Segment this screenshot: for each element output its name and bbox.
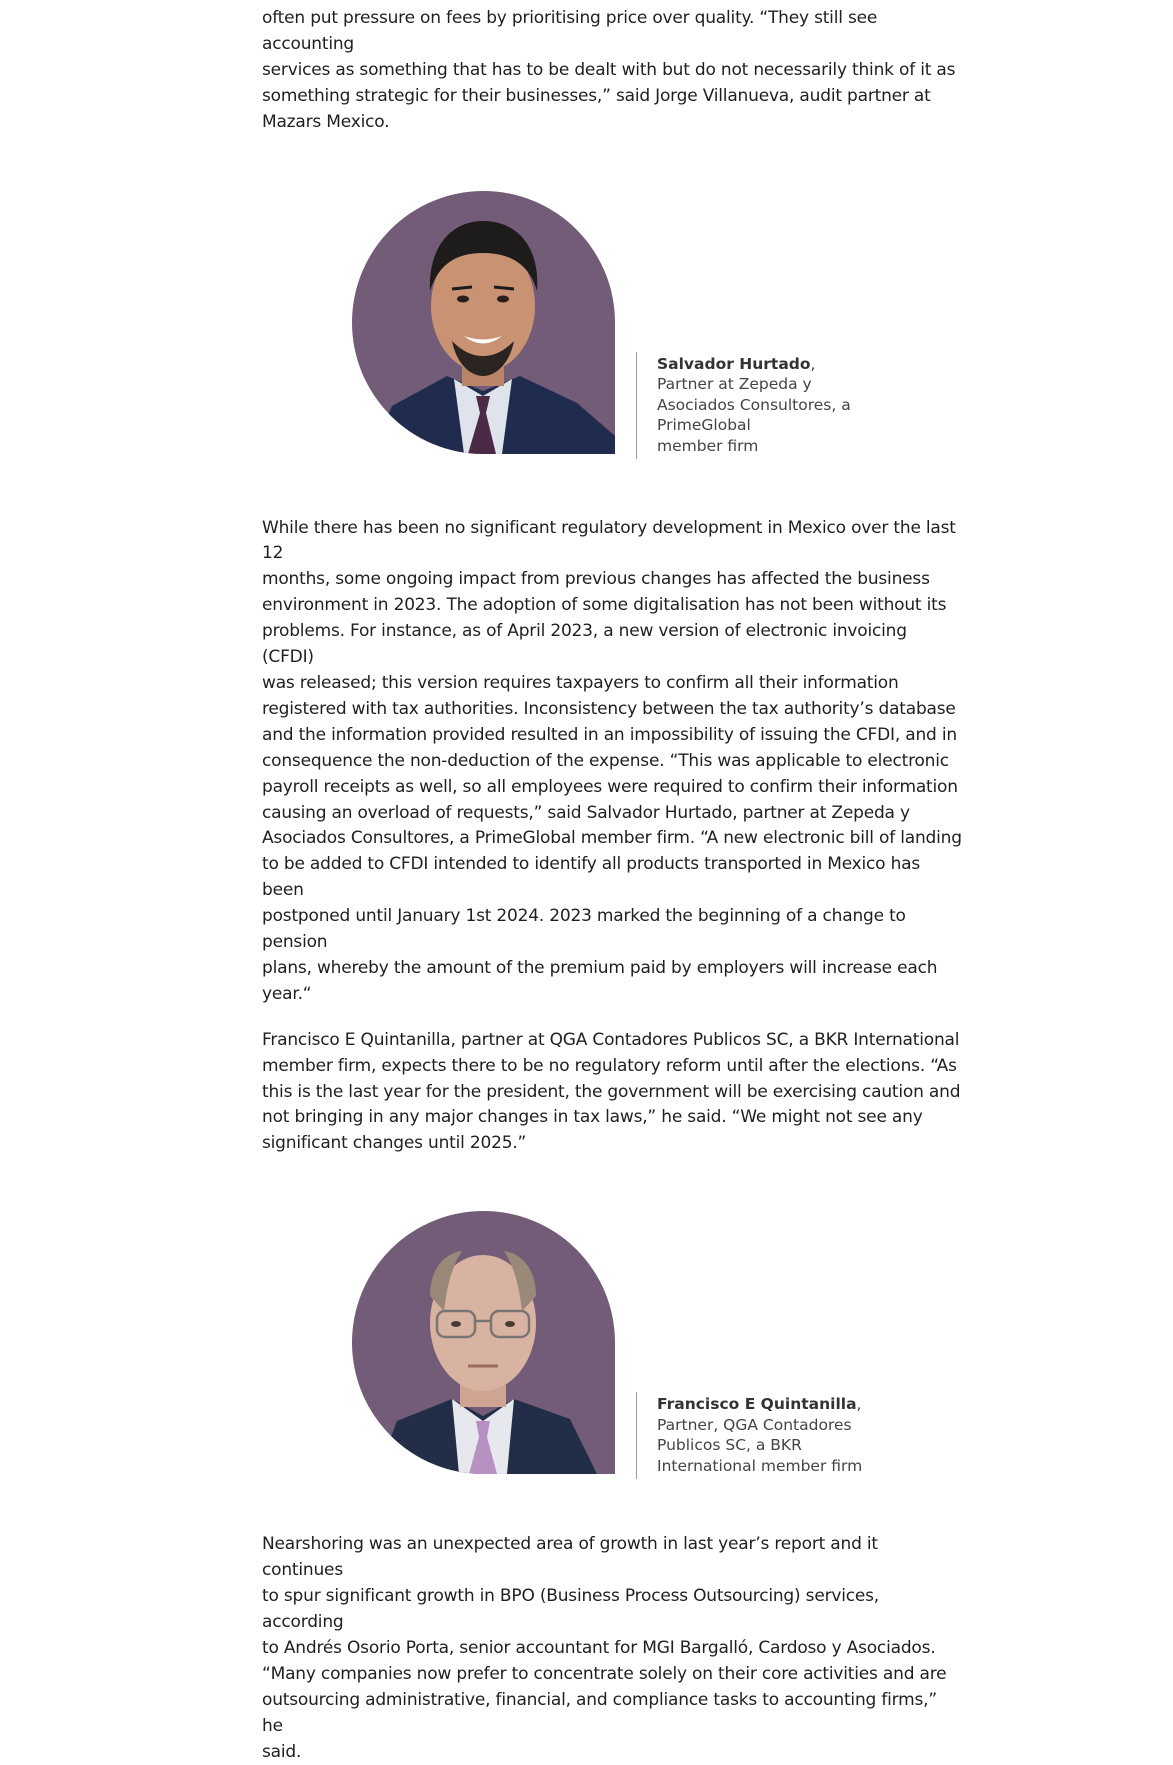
text-line: Mazars Mexico.: [262, 111, 390, 132]
person-title-line: Partner at Zepeda y: [657, 375, 812, 394]
text-line: Nearshoring was an unexpected area of growth in last year’s report and it continues: [262, 1534, 878, 1581]
person-title-line: PrimeGlobal: [657, 416, 751, 435]
text-line: to spur significant growth in BPO (Business Process Outsourcing) services, according: [262, 1586, 880, 1632]
person-title-line: member firm: [657, 436, 759, 455]
text-line: plans, whereby the amount of the premium paid by employers will increase each: [262, 957, 938, 978]
text-line: While there has been no significant regulatory development in Mexico over the last 12: [262, 517, 956, 564]
text-line: to Andrés Osorio Porta, senior accountant for MGI Bargalló, Cardoso y Asociados.: [262, 1637, 936, 1658]
article-body: [262, 0, 962, 1765]
text-line: said.: [262, 1741, 302, 1762]
profile-caption: [636, 352, 867, 459]
name-suffix: ,: [856, 1395, 862, 1414]
text-line: consequence the non-deduction of the expense. “This was applicable to electronic: [262, 750, 949, 771]
text-line: postponed until January 1st 2024. 2023 marked the beginning of a change to pension: [262, 906, 906, 953]
text-line: Francisco E Quintanilla, partner at QGA Contadores Publicos SC, a BKR International: [262, 1029, 960, 1050]
profile-francisco-quintanilla: [262, 1157, 962, 1532]
text-line: and the information provided resulted in an impossibility of issuing the CFDI, and in: [262, 724, 957, 745]
text-line: member firm, expects there to be no regulatory reform until after the elections. “As: [262, 1055, 957, 1076]
text-line: Asociados Consultores, a PrimeGlobal member firm. “A new electronic bill of landing: [262, 828, 962, 849]
text-line: problems. For instance, as of April 2023, a new version of electronic invoicing (CFDI): [262, 621, 907, 668]
text-line: something strategic for their businesses,” said Jorge Villanueva, audit partner at: [262, 85, 931, 106]
text-line: months, some ongoing impact from previous changes has affected the business: [262, 569, 930, 590]
text-line: was released; this version requires taxpayers to confirm all their information: [262, 672, 899, 693]
profile-salvador-hurtado: [262, 136, 962, 516]
portrait-photo: [352, 191, 615, 454]
text-line: registered with tax authorities. Inconsistency between the tax authority’s database: [262, 698, 956, 719]
text-line: “Many companies now prefer to concentrate solely on their core activities and are: [262, 1663, 947, 1684]
text-line: causing an overload of requests,” said Salvador Hurtado, partner at Zepeda y: [262, 802, 910, 823]
text-line: environment in 2023. The adoption of some digitalisation has not been without its: [262, 595, 947, 616]
text-line: year.“: [262, 983, 312, 1004]
text-line: payroll receipts as well, so all employees were required to confirm their information: [262, 776, 958, 797]
profile-caption: [636, 1392, 887, 1478]
text-line: often put pressure on fees by prioritising price over quality. “They still see accounting: [262, 8, 878, 54]
name-suffix: ,: [810, 354, 816, 373]
person-name: Salvador Hurtado: [657, 354, 811, 373]
person-name: Francisco E Quintanilla: [657, 1395, 857, 1414]
portrait-photo: [352, 1211, 615, 1474]
text-line: to be added to CFDI intended to identify all products transported in Mexico has been: [262, 854, 921, 901]
nearshoring-paragraph: [262, 1532, 962, 1765]
intro-paragraph: [262, 0, 962, 136]
text-line: services as something that has to be dealt with but do not necessarily think of it as: [262, 59, 956, 80]
text-line: this is the last year for the president, the government will be exercising caution and: [262, 1081, 961, 1102]
person-title-line: Partner, QGA Contadores: [657, 1415, 852, 1434]
elections-paragraph: [262, 1028, 962, 1158]
text-line: outsourcing administrative, financial, and compliance tasks to accounting firms,” he: [262, 1689, 937, 1736]
person-title-line: International member firm: [657, 1457, 863, 1476]
person-title-line: Publicos SC, a BKR: [657, 1436, 802, 1455]
regulatory-paragraph: [262, 516, 962, 1008]
text-line: significant changes until 2025.”: [262, 1133, 527, 1154]
person-title-line: Asociados Consultores, a: [657, 395, 851, 414]
text-line: not bringing in any major changes in tax laws,” he said. “We might not see any: [262, 1107, 923, 1128]
